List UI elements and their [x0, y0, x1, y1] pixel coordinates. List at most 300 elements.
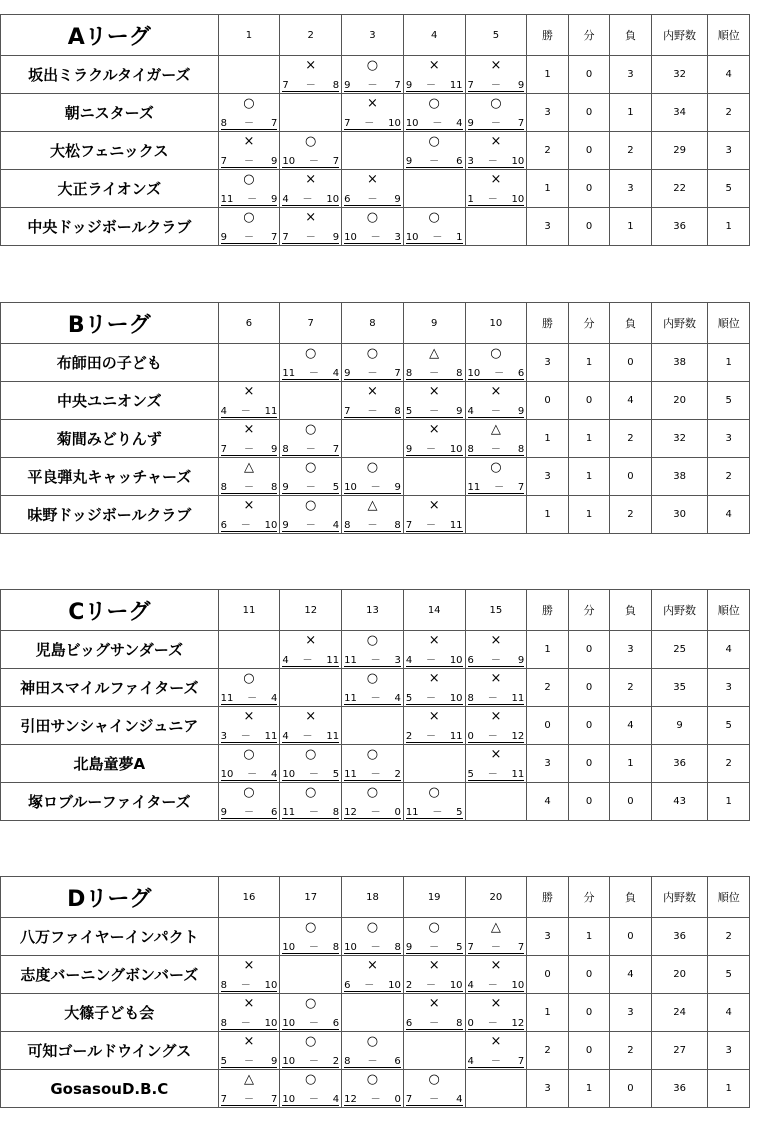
score-dash: －	[432, 118, 443, 129]
match-result-cell	[342, 956, 404, 994]
result-symbol: ×	[490, 671, 502, 686]
match-result-cell	[342, 1070, 404, 1108]
draws-value: 0	[568, 382, 609, 420]
wins-value: 1	[527, 56, 568, 94]
match-result-cell	[218, 170, 280, 208]
team-row	[1, 458, 750, 496]
team-name: 味野ドッジボールクラブ	[1, 496, 219, 534]
opponent-number: 6	[218, 303, 280, 344]
score-for: 8	[220, 482, 227, 493]
league-table	[0, 302, 750, 534]
match-result-cell	[280, 745, 342, 783]
infield-value: 38	[651, 344, 708, 382]
score-for: 1	[467, 194, 474, 205]
match-result-cell	[342, 669, 404, 707]
infield-header: 内野数	[651, 877, 708, 918]
result-symbol: ○	[305, 498, 317, 513]
team-row	[1, 208, 750, 246]
result-symbol: ×	[243, 709, 255, 724]
match-result-cell	[465, 1032, 527, 1070]
score-dash: －	[305, 520, 316, 531]
score-dash: －	[487, 194, 498, 205]
result-symbol: ○	[305, 422, 317, 437]
match-result-cell	[465, 669, 527, 707]
self-match-cell	[465, 1070, 527, 1108]
score-against: 10	[449, 655, 463, 666]
match-result-cell	[403, 382, 465, 420]
result-symbol: ○	[428, 785, 440, 800]
team-name: 八万ファイヤーインパクト	[1, 918, 219, 956]
score-for: 5	[467, 769, 474, 780]
team-row	[1, 1070, 750, 1108]
team-row	[1, 956, 750, 994]
infield-header: 内野数	[651, 303, 708, 344]
wins-value: 4	[527, 783, 568, 821]
score-for: 9	[220, 232, 227, 243]
result-symbol: ○	[305, 460, 317, 475]
self-match-cell	[465, 496, 527, 534]
score-for: 11	[405, 807, 419, 818]
score-against: 10	[449, 693, 463, 704]
score-for: 8	[220, 1018, 227, 1029]
infield-value: 38	[651, 458, 708, 496]
score-dash: －	[243, 1056, 254, 1067]
score-against: 11	[511, 693, 525, 704]
score-dash: －	[370, 1094, 381, 1105]
team-name: 大松フェニックス	[1, 132, 219, 170]
result-symbol: ○	[428, 210, 440, 225]
rank-header: 順位	[708, 877, 750, 918]
losses-value: 2	[610, 420, 651, 458]
match-result-cell	[280, 458, 342, 496]
score-dash: －	[490, 406, 501, 417]
result-symbol: ×	[243, 1034, 255, 1049]
team-row	[1, 1032, 750, 1070]
score-dash: －	[243, 1094, 254, 1105]
match-result-cell	[465, 458, 527, 496]
score-against: 9	[270, 444, 278, 455]
score-for: 11	[282, 368, 296, 379]
result-symbol: ○	[305, 1034, 317, 1049]
score-for: 7	[467, 80, 474, 91]
score-against: 7	[517, 118, 525, 129]
infield-value: 30	[651, 496, 708, 534]
result-symbol: ×	[305, 709, 317, 724]
match-result-cell	[465, 94, 527, 132]
opponent-number: 19	[403, 877, 465, 918]
win-header: 勝	[527, 877, 568, 918]
match-result-cell	[280, 994, 342, 1032]
rank-value: 1	[708, 1070, 750, 1108]
self-match-cell	[465, 208, 527, 246]
team-row	[1, 420, 750, 458]
score-dash: －	[367, 368, 378, 379]
score-against: 11	[449, 731, 463, 742]
score-for: 10	[344, 482, 357, 493]
score-for: 12	[344, 1094, 357, 1105]
self-match-cell	[403, 170, 465, 208]
score-dash: －	[429, 406, 440, 417]
score-dash: －	[240, 980, 251, 991]
self-match-cell	[218, 344, 280, 382]
losses-value: 3	[610, 994, 651, 1032]
rank-value: 4	[708, 631, 750, 669]
score-for: 6	[467, 655, 474, 666]
score-dash: －	[364, 980, 375, 991]
result-symbol: ×	[366, 384, 378, 399]
match-result-cell	[465, 707, 527, 745]
self-match-cell	[280, 94, 342, 132]
result-symbol: ○	[366, 633, 379, 648]
draw-header: 分	[568, 590, 609, 631]
score-against: 7	[332, 444, 340, 455]
match-result-cell	[218, 669, 280, 707]
result-symbol: ○	[243, 747, 255, 762]
result-symbol: ○	[366, 58, 379, 73]
team-name: 神田スマイルファイターズ	[1, 669, 219, 707]
score-for: 9	[220, 807, 227, 818]
score-dash: －	[370, 655, 381, 666]
score-for: 5	[405, 406, 413, 417]
match-result-cell	[218, 1070, 280, 1108]
score-for: 5	[405, 693, 413, 704]
team-name: 坂出ミラクルタイガーズ	[1, 56, 219, 94]
team-row	[1, 783, 750, 821]
match-result-cell	[403, 956, 465, 994]
score-dash: －	[243, 156, 254, 167]
result-symbol: ×	[366, 96, 378, 111]
rank-value: 4	[708, 994, 750, 1032]
score-for: 6	[344, 194, 351, 205]
score-against: 10	[388, 118, 401, 129]
result-symbol: ×	[366, 958, 378, 973]
score-against: 4	[332, 1094, 340, 1105]
team-row	[1, 918, 750, 956]
rank-header: 順位	[708, 303, 750, 344]
opponent-number: 5	[465, 15, 527, 56]
losses-value: 4	[610, 707, 651, 745]
loss-header: 負	[610, 303, 651, 344]
rank-value: 1	[708, 344, 750, 382]
score-against: 8	[394, 942, 401, 953]
losses-value: 1	[610, 745, 651, 783]
result-symbol: ×	[305, 172, 317, 187]
opponent-number: 17	[280, 877, 342, 918]
wins-value: 1	[527, 994, 568, 1032]
result-symbol: ○	[305, 785, 317, 800]
match-result-cell	[280, 344, 342, 382]
score-against: 7	[394, 80, 401, 91]
infield-value: 35	[651, 669, 708, 707]
score-for: 10	[282, 1094, 296, 1105]
header-row	[1, 15, 750, 56]
score-dash: －	[370, 942, 381, 953]
league-title: Cリーグ	[1, 590, 219, 631]
score-against: 8	[456, 1018, 463, 1029]
infield-value: 34	[651, 94, 708, 132]
match-result-cell	[403, 94, 465, 132]
match-result-cell	[342, 496, 404, 534]
score-dash: －	[243, 232, 254, 243]
league-grid	[0, 302, 750, 534]
draws-value: 0	[568, 1032, 609, 1070]
losses-value: 2	[610, 132, 651, 170]
score-dash: －	[243, 444, 254, 455]
result-symbol: ×	[490, 633, 502, 648]
league-title: Aリーグ	[1, 15, 219, 56]
score-dash: －	[370, 769, 381, 780]
score-dash: －	[494, 368, 505, 379]
result-symbol: ○	[366, 920, 379, 935]
score-for: 11	[282, 807, 296, 818]
draws-value: 1	[568, 496, 609, 534]
match-result-cell	[342, 344, 404, 382]
result-symbol: ×	[428, 958, 440, 973]
score-for: 10	[282, 156, 296, 167]
match-result-cell	[218, 783, 280, 821]
score-dash: －	[429, 1018, 440, 1029]
match-result-cell	[218, 208, 280, 246]
team-row	[1, 994, 750, 1032]
team-row	[1, 94, 750, 132]
infield-value: 36	[651, 918, 708, 956]
opponent-number: 2	[280, 15, 342, 56]
match-result-cell	[465, 994, 527, 1032]
score-for: 10	[282, 769, 296, 780]
losses-value: 4	[610, 382, 651, 420]
score-for: 9	[405, 942, 413, 953]
match-result-cell	[218, 1032, 280, 1070]
score-dash: －	[302, 194, 313, 205]
loss-header: 負	[610, 877, 651, 918]
result-symbol: ○	[428, 920, 440, 935]
draws-value: 1	[568, 344, 609, 382]
wins-value: 1	[527, 496, 568, 534]
team-name: 北島童夢A	[1, 745, 219, 783]
score-dash: －	[426, 693, 436, 704]
draws-value: 0	[568, 208, 609, 246]
score-dash: －	[487, 769, 498, 780]
rank-value: 4	[708, 56, 750, 94]
score-dash: －	[367, 194, 378, 205]
draw-header: 分	[568, 15, 609, 56]
score-for: 6	[405, 1018, 413, 1029]
opponent-number: 3	[342, 15, 404, 56]
match-result-cell	[403, 994, 465, 1032]
draws-value: 1	[568, 458, 609, 496]
result-symbol: ○	[428, 1072, 440, 1087]
score-dash: －	[305, 232, 316, 243]
match-result-cell	[403, 918, 465, 956]
losses-value: 2	[610, 669, 651, 707]
score-for: 2	[405, 731, 413, 742]
score-against: 9	[332, 232, 340, 243]
losses-value: 1	[610, 208, 651, 246]
score-dash: －	[308, 769, 319, 780]
win-header: 勝	[527, 15, 568, 56]
draws-value: 0	[568, 783, 609, 821]
score-against: 8	[270, 482, 278, 493]
score-for: 11	[467, 482, 481, 493]
match-result-cell	[280, 496, 342, 534]
result-symbol: ×	[243, 422, 255, 437]
result-symbol: ×	[243, 134, 255, 149]
score-for: 4	[282, 655, 289, 666]
opponent-number: 13	[342, 590, 404, 631]
score-against: 4	[332, 368, 340, 379]
score-against: 7	[517, 942, 525, 953]
losses-value: 4	[610, 956, 651, 994]
draws-value: 0	[568, 994, 609, 1032]
result-symbol: ×	[490, 134, 502, 149]
infield-value: 36	[651, 745, 708, 783]
score-for: 4	[467, 406, 474, 417]
score-dash: －	[370, 807, 381, 818]
losses-value: 3	[610, 170, 651, 208]
rank-value: 2	[708, 745, 750, 783]
score-dash: －	[308, 942, 319, 953]
team-name: 大篠子ども会	[1, 994, 219, 1032]
rank-value: 5	[708, 707, 750, 745]
score-for: 2	[405, 980, 413, 991]
result-symbol: ×	[366, 172, 378, 187]
score-against: 6	[332, 1018, 340, 1029]
score-dash: －	[243, 118, 254, 129]
score-for: 7	[344, 118, 351, 129]
result-symbol: ○	[243, 172, 255, 187]
score-against: 4	[332, 520, 340, 531]
score-for: 7	[467, 942, 474, 953]
score-for: 11	[344, 655, 357, 666]
infield-value: 43	[651, 783, 708, 821]
score-against: 8	[394, 520, 401, 531]
score-against: 11	[264, 731, 278, 742]
result-symbol: ×	[490, 747, 502, 762]
score-for: 7	[282, 80, 289, 91]
match-result-cell	[218, 496, 280, 534]
team-name: 大正ライオンズ	[1, 170, 219, 208]
score-for: 8	[220, 118, 227, 129]
score-dash: －	[429, 156, 440, 167]
score-for: 0	[467, 731, 474, 742]
draws-value: 1	[568, 918, 609, 956]
team-row	[1, 170, 750, 208]
draws-value: 0	[568, 94, 609, 132]
draws-value: 0	[568, 170, 609, 208]
score-against: 10	[449, 444, 463, 455]
result-symbol: ×	[243, 996, 255, 1011]
result-symbol: ○	[428, 96, 440, 111]
header-row	[1, 590, 750, 631]
result-symbol: ×	[490, 958, 502, 973]
score-against: 9	[456, 406, 463, 417]
score-against: 8	[332, 807, 340, 818]
score-dash: －	[426, 80, 436, 91]
result-symbol: ○	[366, 346, 379, 361]
wins-value: 1	[527, 420, 568, 458]
score-against: 11	[511, 769, 525, 780]
score-against: 7	[517, 482, 525, 493]
opponent-number: 1	[218, 15, 280, 56]
match-result-cell	[280, 208, 342, 246]
rank-value: 3	[708, 669, 750, 707]
result-symbol: ×	[490, 384, 502, 399]
result-symbol: ○	[490, 96, 502, 111]
match-result-cell	[465, 344, 527, 382]
self-match-cell	[280, 956, 342, 994]
score-for: 7	[344, 406, 351, 417]
self-match-cell	[342, 420, 404, 458]
score-for: 7	[405, 1094, 413, 1105]
result-symbol: ×	[243, 958, 255, 973]
team-name: 平良弾丸キャッチャーズ	[1, 458, 219, 496]
league-grid	[0, 14, 750, 246]
score-for: 11	[220, 194, 234, 205]
draw-header: 分	[568, 877, 609, 918]
result-symbol: ×	[305, 633, 317, 648]
result-symbol: △	[367, 498, 378, 513]
match-result-cell	[280, 783, 342, 821]
score-against: 5	[456, 807, 463, 818]
draw-header: 分	[568, 303, 609, 344]
losses-value: 0	[610, 458, 651, 496]
team-row	[1, 382, 750, 420]
wins-value: 3	[527, 344, 568, 382]
self-match-cell	[218, 918, 280, 956]
result-symbol: ○	[305, 747, 317, 762]
match-result-cell	[280, 707, 342, 745]
score-for: 11	[344, 769, 357, 780]
draws-value: 0	[568, 132, 609, 170]
self-match-cell	[218, 631, 280, 669]
result-symbol: ○	[366, 460, 379, 475]
match-result-cell	[342, 208, 404, 246]
team-name: 塚ロブルーファイターズ	[1, 783, 219, 821]
score-for: 12	[344, 807, 357, 818]
losses-value: 0	[610, 1070, 651, 1108]
draws-value: 0	[568, 745, 609, 783]
result-symbol: ○	[490, 346, 502, 361]
score-against: 9	[517, 655, 525, 666]
league-grid	[0, 876, 750, 1108]
match-result-cell	[403, 496, 465, 534]
opponent-number: 15	[465, 590, 527, 631]
wins-value: 0	[527, 382, 568, 420]
result-symbol: ×	[428, 58, 440, 73]
team-name: 中央ユニオンズ	[1, 382, 219, 420]
match-result-cell	[218, 94, 280, 132]
self-match-cell	[465, 783, 527, 821]
result-symbol: △	[243, 1072, 254, 1087]
opponent-number: 18	[342, 877, 404, 918]
team-name: 朝ニスターズ	[1, 94, 219, 132]
self-match-cell	[403, 1032, 465, 1070]
rank-value: 1	[708, 208, 750, 246]
match-result-cell	[280, 420, 342, 458]
result-symbol: △	[243, 460, 254, 475]
infield-value: 27	[651, 1032, 708, 1070]
result-symbol: ×	[428, 709, 440, 724]
self-match-cell	[403, 745, 465, 783]
score-against: 7	[332, 156, 340, 167]
score-dash: －	[302, 731, 313, 742]
match-result-cell	[218, 745, 280, 783]
score-against: 4	[456, 118, 463, 129]
score-dash: －	[308, 1094, 319, 1105]
match-result-cell	[465, 956, 527, 994]
match-result-cell	[218, 707, 280, 745]
losses-value: 0	[610, 918, 651, 956]
